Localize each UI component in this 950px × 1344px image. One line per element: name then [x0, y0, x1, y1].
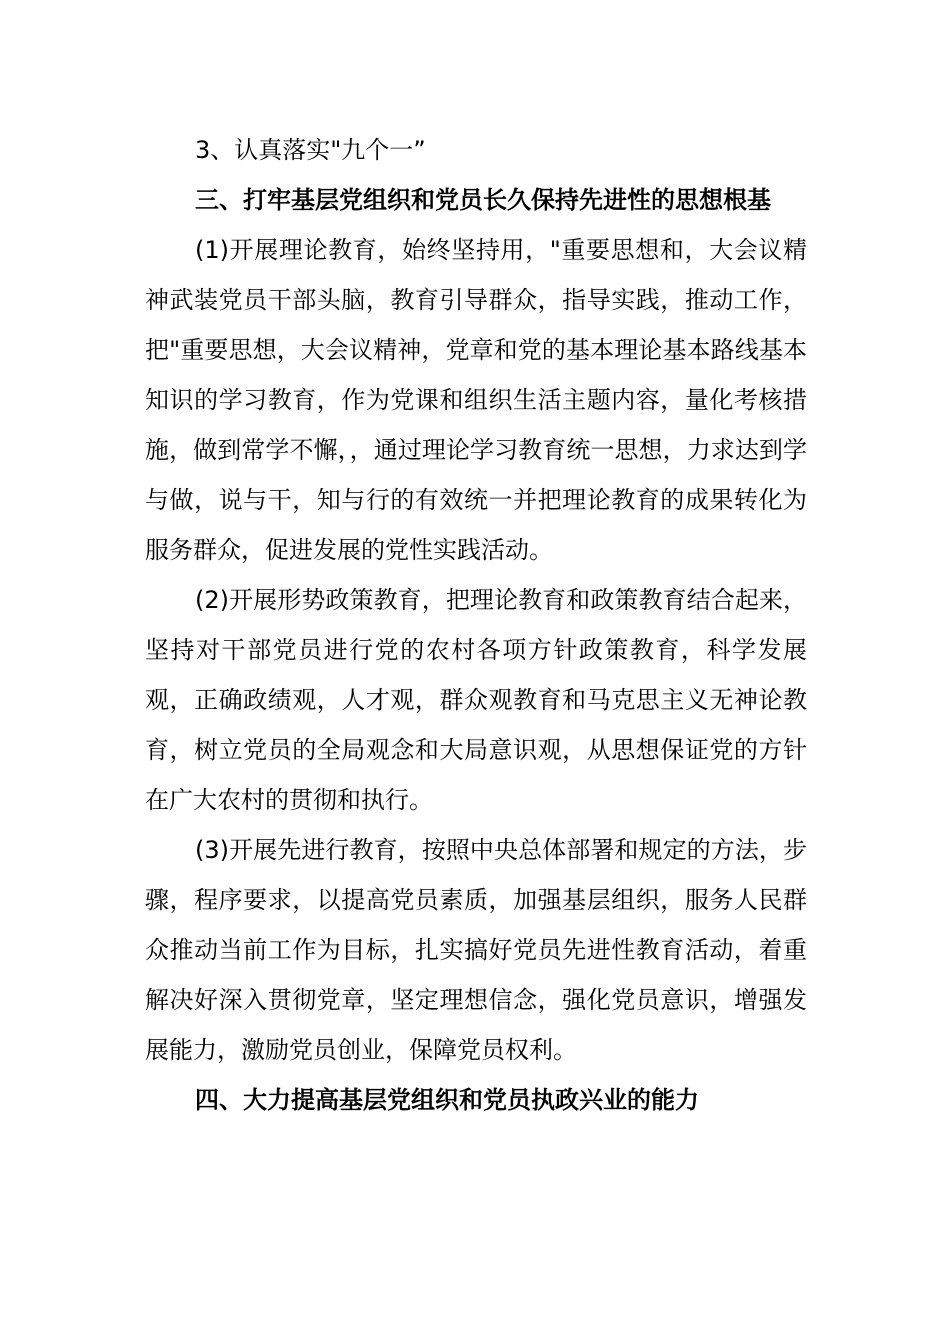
item-3-title: 3、认真落实"九个一”: [195, 136, 426, 164]
section-3-heading: 三、打牢基层党组织和党员长久保持先进性的思想根基: [195, 186, 771, 214]
document-body: [145, 125, 807, 1125]
paragraph-advanced-education: (3)开展先进行教育，按照中央总体部署和规定的方法，步骤，程序要求，以提高党员素质，加强基层组织，服务人民群众推动当前工作为目标，扎实搞好党员先进性教育活动，着重解决好深入贯彻党章，坚定理想信念，强化党员意识，增强发展能力，激励党员创业，保障党员权利。: [145, 836, 807, 1064]
paragraph-policy-education: (2)开展形势政策教育，把理论教育和政策教育结合起来，坚持对干部党员进行党的农村各项方针政策教育，科学发展观，正确政绩观，人才观，群众观教育和马克思主义无神论教育，树立党员的全局观念和大局意识观，从思想保证党的方针在广大农村的贯彻和执行。: [145, 586, 807, 814]
paragraph-theory-education: (1)开展理论教育，始终坚持用，"重要思想和，大会议精神武装党员干部头脑，教育引导群众，指导实践，推动工作，把"重要思想，大会议精神，党章和党的基本理论基本路线基本知识的学习教育，作为党课和组织生活主题内容，量化考核措施，做到常学不懈，，通过理论学习教育统一思想，力求达到学与做，说与干，知与行的有效统一并把理论教育的成果转化为服务群众，促进发展的党性实践活动。: [145, 236, 807, 564]
section-4-heading: 四、大力提高基层党组织和党员执政兴业的能力: [195, 1086, 699, 1114]
